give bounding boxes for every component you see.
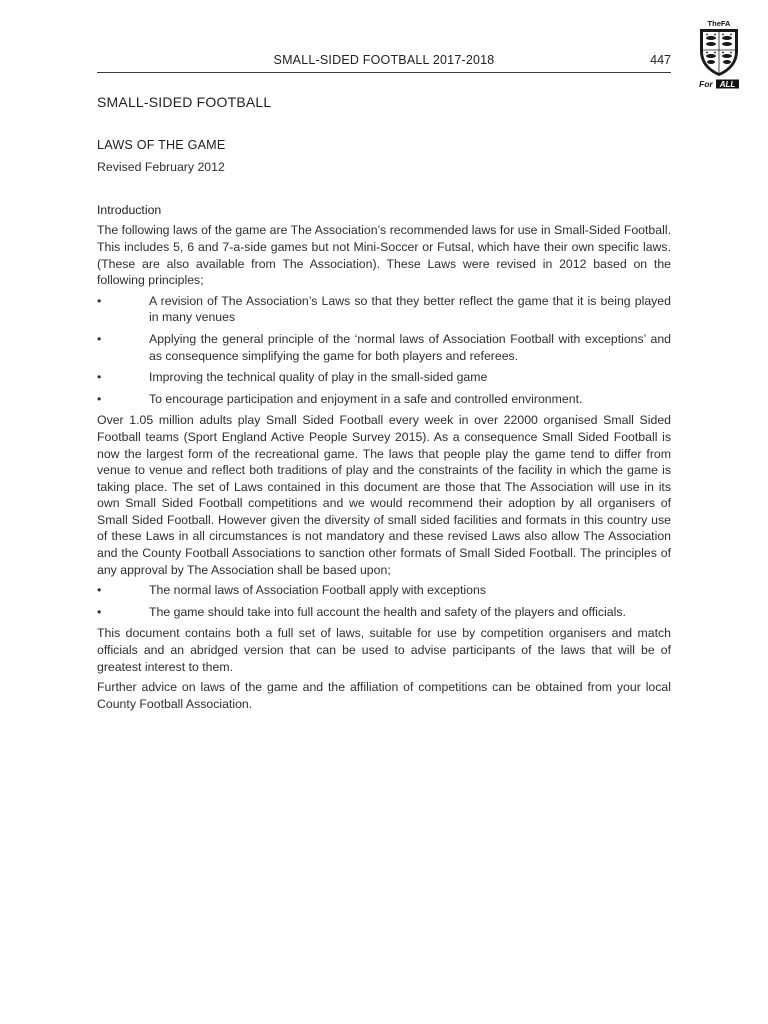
list-item-text: The normal laws of Association Football apply with exceptions (149, 583, 486, 598)
page-header (97, 52, 671, 73)
principles-list (97, 293, 671, 408)
logo-top-text: TheFA (707, 19, 731, 28)
list-item (97, 604, 671, 621)
list-item-text: The game should take into full account the health and safety of the players and officials. (149, 604, 626, 619)
approval-principles-list (97, 582, 671, 620)
bullet: • (97, 293, 102, 308)
further-advice-paragraph: Further advice on laws of the game and the affiliation of competitions can be obtained from your local County Football Association. (97, 680, 671, 711)
document-body (97, 94, 671, 716)
logo-bottom-text-b: ALL (719, 80, 736, 89)
participation-paragraph: Over 1.05 million adults play Small Sided Football every week in over 22000 organised Small Sided Football teams (Sport England Active People Survey 2015). As a consequence Small Sided Football is now the largest form of the recreational game. The laws that people play the game tend to differ from venue to venue and reflect both traditions of play and the constraints of the facility in which the game is taking place. The set of Laws contained in this document are those that The Association will use in its own Small Sided Football competitions and we would recommend their adoption by all organisers of Small Sided Football. However given the diversity of small sided facilities and formats in this country use of these Laws in all circumstances is not mandatory and these revised Laws also allow The Association and the County Football Associations to sanction other formats of Small Sided Football. The principles of any approval by The Association shall be based upon; (97, 413, 671, 577)
list-item-text: Improving the technical quality of play in the small-sided game (149, 370, 488, 385)
bullet: • (97, 604, 102, 619)
list-item (97, 369, 671, 386)
list-item (97, 391, 671, 408)
list-item (97, 293, 671, 326)
bullet: • (97, 370, 102, 385)
bullet: • (97, 583, 102, 598)
list-item-text: To encourage participation and enjoyment in a safe and controlled environment. (149, 391, 583, 406)
bullet: • (97, 391, 102, 406)
document-title: SMALL-SIDED FOOTBALL (97, 94, 272, 110)
list-item (97, 331, 671, 364)
document-scope-paragraph: This document contains both a full set of laws, suitable for use by competition organisers and match officials and an abridged version that can be used to advise participants of the laws that will be of greatest interest to them. (97, 626, 671, 674)
list-item-text: A revision of The Association’s Laws so that they better reflect the game that it is being played in many venues (149, 293, 671, 325)
logo-bottom-text-a: For (699, 79, 713, 89)
introduction-heading: Introduction (97, 202, 162, 217)
bullet: • (97, 331, 102, 346)
intro-paragraph: The following laws of the game are The Association’s recommended laws for use in Small-Sided Football. This includes 5, 6 and 7-a-side games but not Mini-Soccer or Futsal, which have their own specific laws. (These are also available from The Association). These Laws were revised in 2012 based on the following principles; (97, 223, 671, 288)
laws-heading: LAWS OF THE GAME (97, 137, 226, 152)
list-item (97, 582, 671, 599)
running-title: SMALL-SIDED FOOTBALL 2017-2018 (273, 53, 495, 67)
revision-date: Revised February 2012 (97, 160, 225, 175)
fa-crest-logo (697, 18, 741, 90)
page-number: 447 (650, 53, 671, 67)
list-item-text: Applying the general principle of the ‘normal laws of Association Football with exceptions’ and as consequence simplifying the game for both players and referees. (149, 331, 671, 363)
